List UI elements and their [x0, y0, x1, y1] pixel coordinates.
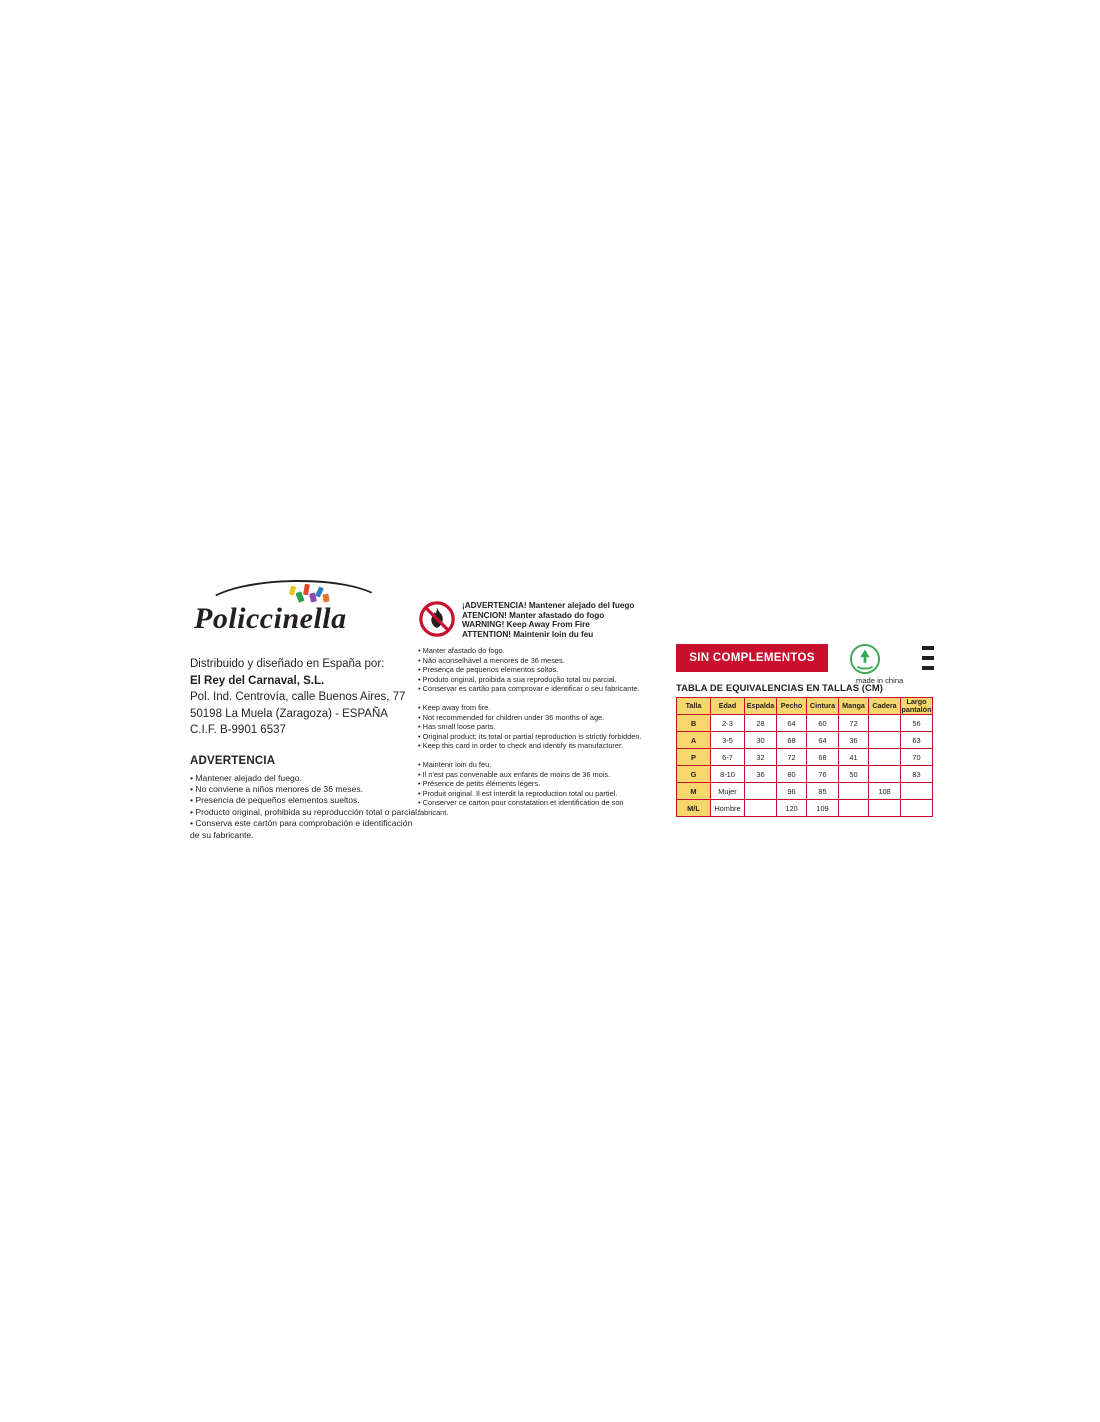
list-item: • Keep this card in order to check and identify its manufacturer.: [418, 741, 624, 751]
col-cadera: Cadera: [869, 698, 901, 715]
cell-talla: M/L: [677, 800, 711, 817]
cell-pecho: 96: [777, 783, 807, 800]
cell-edad: 3-5: [711, 732, 745, 749]
cell-largo: 63: [901, 732, 933, 749]
recycle-icon: [850, 644, 880, 674]
table-row: [677, 715, 933, 732]
list-item: • Conservar es cartão para comprovar e identificar o seu fabricante.: [418, 684, 640, 694]
cell-cadera: [869, 715, 901, 732]
address-line-2: 50198 La Muela (Zaragoza) - ESPAÑA: [190, 707, 388, 720]
cell-edad: Hombre: [711, 800, 745, 817]
size-table-title: TABLA DE EQUIVALENCIAS EN TALLAS (CM): [676, 682, 883, 693]
size-equivalence-table: [676, 697, 933, 817]
cell-largo: 70: [901, 749, 933, 766]
cell-cintura: 85: [807, 783, 839, 800]
list-item: de su fabricante.: [190, 829, 254, 840]
cell-espalda: 28: [745, 715, 777, 732]
cell-espalda: 36: [745, 766, 777, 783]
col-manga: Manga: [839, 698, 869, 715]
portuguese-warning-block: [418, 646, 654, 694]
cell-cintura: 60: [807, 715, 839, 732]
list-item: • Keep away from fire.: [418, 702, 491, 712]
french-warning-block: [418, 760, 654, 818]
table-row: [677, 783, 933, 800]
cell-largo: [901, 783, 933, 800]
warning-headline-es: ¡ADVERTENCIA! Mantener alejado del fuego: [462, 601, 635, 610]
cell-manga: 72: [839, 715, 869, 732]
distributor-info: [190, 656, 430, 739]
certification-badges: [850, 642, 946, 688]
made-in-china-label: made in china: [856, 676, 904, 685]
table-row: [677, 800, 933, 817]
cell-pecho: 120: [777, 800, 807, 817]
warning-bullet-list: [190, 773, 430, 841]
cell-edad: Mujer: [711, 783, 745, 800]
table-row: [677, 766, 933, 783]
list-item: • No conviene a niños menores de 36 meses.: [190, 783, 364, 794]
cell-talla: A: [677, 732, 711, 749]
list-item: • Il n'est pas convenable aux enfants de moins de 36 mois.: [418, 769, 611, 779]
warning-headline-fr: ATTENTION! Maintenir loin du feu: [462, 629, 594, 639]
col-talla: Talla: [677, 698, 711, 715]
list-item: • Producto original, prohibida su reproducción total o parcial.: [190, 806, 420, 817]
cell-cadera: [869, 766, 901, 783]
warning-headline-pt: ATENCION! Manter afastado do fogo: [462, 610, 605, 620]
middle-column: [418, 600, 654, 827]
list-item: • Presencia de pequeños elementos sueltos.: [190, 795, 360, 806]
list-item: • Produto original, proibida a sua reprodução total ou parcial.: [418, 674, 617, 684]
cell-cintura: 109: [807, 800, 839, 817]
list-item: • Maintenir loin du feu.: [418, 759, 492, 769]
cell-largo: [901, 800, 933, 817]
cell-edad: 6-7: [711, 749, 745, 766]
brand-logo: [192, 580, 392, 650]
cell-pecho: 68: [777, 732, 807, 749]
company-name: El Rey del Carnaval, S.L.: [190, 674, 325, 687]
no-fire-icon: [418, 600, 456, 638]
list-item: • Not recommended for children under 36 months of age.: [418, 712, 605, 722]
list-item: fabricant.: [418, 807, 449, 817]
cell-manga: 41: [839, 749, 869, 766]
cell-manga: [839, 800, 869, 817]
list-item: • Presença de pequenos elementos soltos.: [418, 665, 559, 675]
list-item: • Mantener alejado del fuego.: [190, 772, 302, 783]
table-row: [677, 749, 933, 766]
col-edad: Edad: [711, 698, 745, 715]
cell-cintura: 64: [807, 732, 839, 749]
cell-largo: 83: [901, 766, 933, 783]
cell-pecho: 64: [777, 715, 807, 732]
cell-cintura: 76: [807, 766, 839, 783]
cell-espalda: 30: [745, 732, 777, 749]
list-item: • Présence de petits éléments légers.: [418, 779, 541, 789]
address-line-1: Pol. Ind. Centrovía, calle Buenos Aires, 77: [190, 691, 406, 703]
col-pecho: Pecho: [777, 698, 807, 715]
english-warning-block: [418, 703, 654, 751]
cell-pecho: 80: [777, 766, 807, 783]
list-item: • Original product; its total or partial reproduction is strictly forbidden.: [418, 731, 642, 741]
sin-complementos-badge: SIN COMPLEMENTOS: [676, 644, 828, 672]
ce-mark-icon: [892, 642, 938, 674]
logo-wordmark: Policcinella: [194, 602, 347, 635]
cell-talla: B: [677, 715, 711, 732]
cell-pecho: 72: [777, 749, 807, 766]
cell-largo: 56: [901, 715, 933, 732]
cif-number: C.I.F. B-9901 6537: [190, 724, 286, 736]
list-item: • Não aconselhável a menores de 36 meses.: [418, 655, 565, 665]
cell-edad: 8-10: [711, 766, 745, 783]
cell-talla: G: [677, 766, 711, 783]
table-row: [677, 732, 933, 749]
list-item: • Manter afastado do fogo.: [418, 646, 505, 655]
list-item: • Has small loose parts.: [418, 722, 496, 732]
col-espalda: Espalda: [745, 698, 777, 715]
cell-espalda: [745, 783, 777, 800]
cell-edad: 2-3: [711, 715, 745, 732]
cell-cadera: [869, 749, 901, 766]
cell-manga: 50: [839, 766, 869, 783]
cell-cadera: [869, 800, 901, 817]
warning-headline-block: [462, 601, 634, 639]
right-column: [676, 644, 942, 817]
col-cintura: Cintura: [807, 698, 839, 715]
left-column: [190, 580, 430, 841]
cell-espalda: 32: [745, 749, 777, 766]
warning-headline-en: WARNING! Keep Away From Fire: [462, 620, 590, 630]
cell-talla: P: [677, 749, 711, 766]
warning-heading: ADVERTENCIA: [190, 754, 276, 767]
list-item: • Produit original. Il est interdit la reproduction total ou partiel.: [418, 788, 618, 798]
distributed-by-label: Distribuido y diseñado en España por:: [190, 658, 385, 670]
cell-cadera: [869, 732, 901, 749]
table-header-row: [677, 698, 933, 715]
list-item: • Conserver ce carton pour constatation et identification de son: [418, 798, 624, 808]
cell-manga: 36: [839, 732, 869, 749]
cell-manga: [839, 783, 869, 800]
cell-talla: M: [677, 783, 711, 800]
cell-espalda: [745, 800, 777, 817]
col-largo-pantalon: Largo pantalón: [901, 697, 932, 714]
list-item: • Conserva este cartón para comprobación e identificación: [190, 818, 413, 829]
cell-cadera: 108: [869, 783, 901, 800]
cell-cintura: 68: [807, 749, 839, 766]
multilingual-warning-header: [418, 600, 654, 646]
